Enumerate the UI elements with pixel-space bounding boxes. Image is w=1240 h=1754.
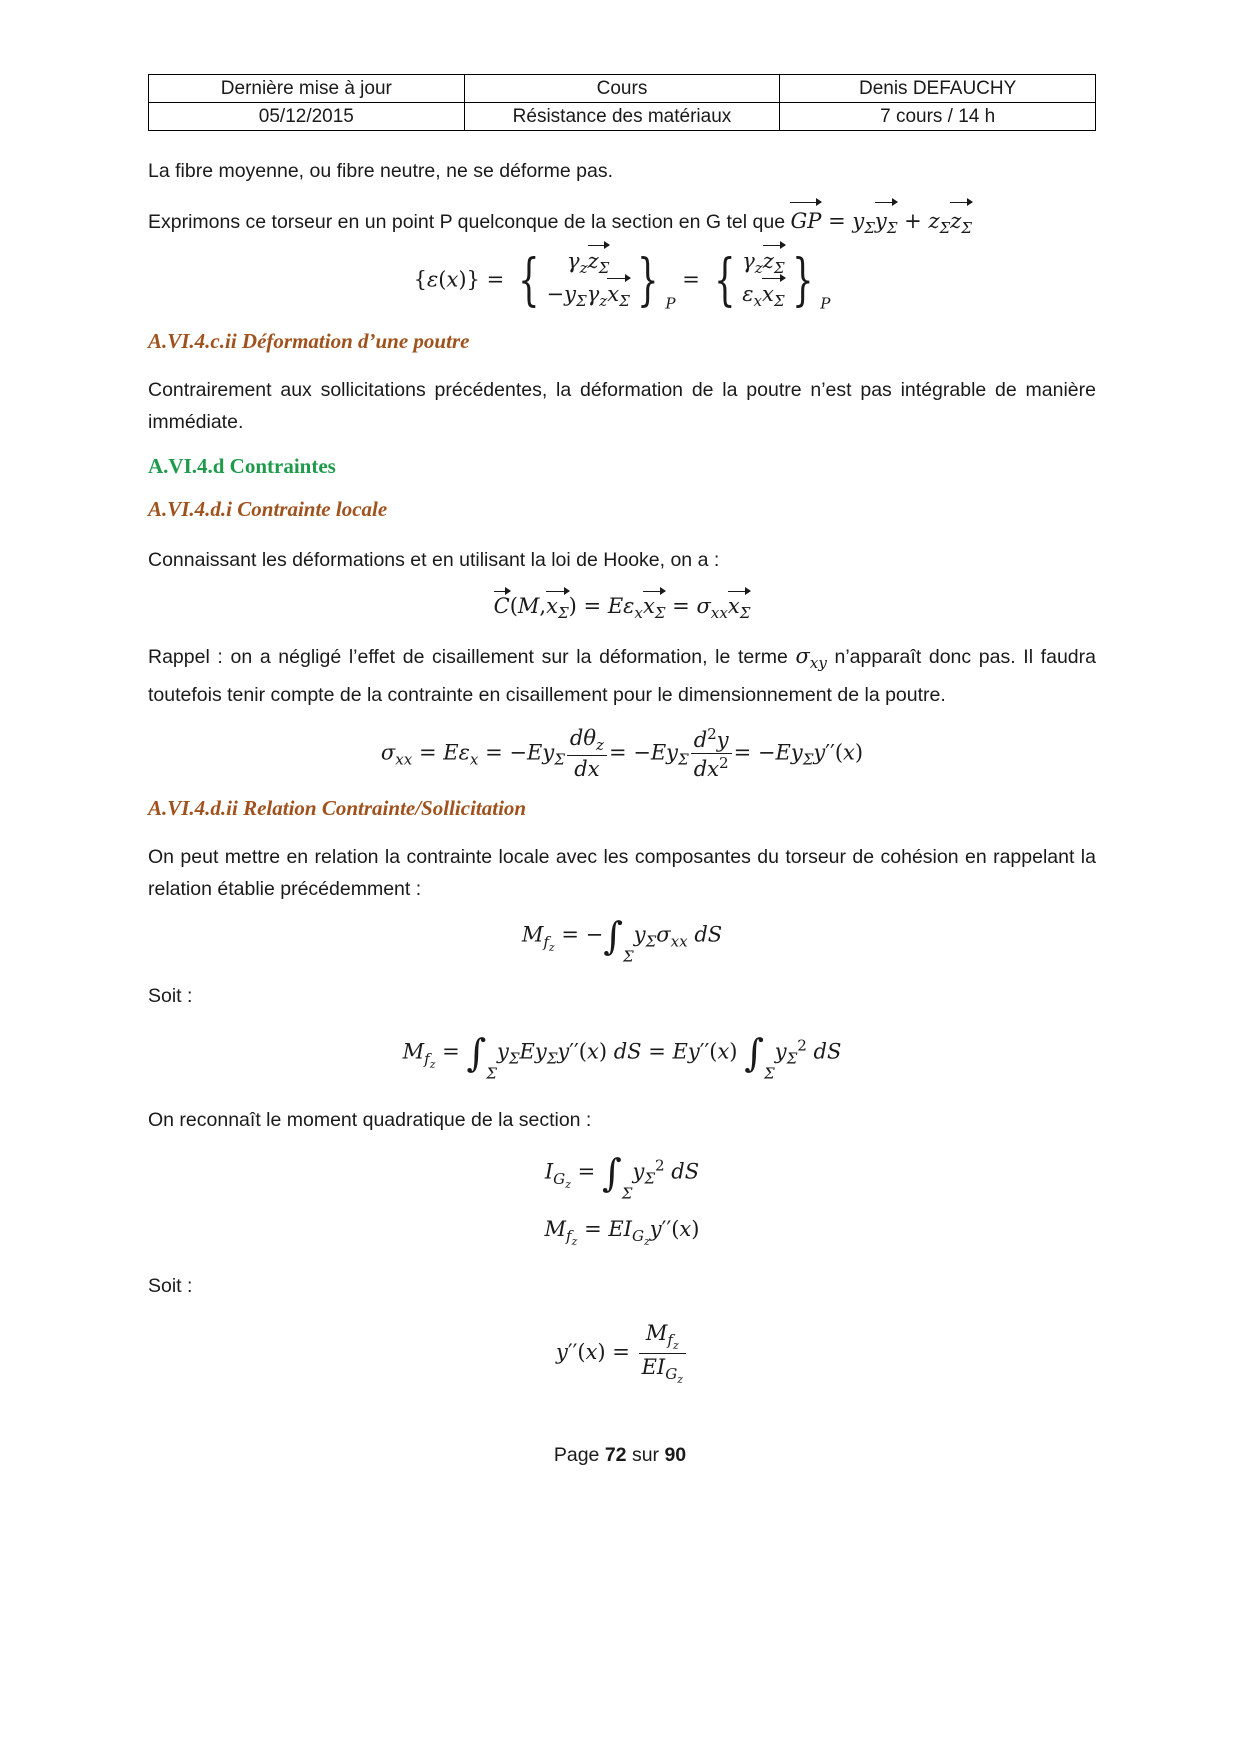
paragraph-relation-cohesion: On peut mettre en relation la contrainte locale avec les composantes du torseur de cohésion en rappelant la relation établie précédemment : — [148, 846, 1096, 901]
equation-moment-flexion-developpe: $M_{f_z} = \int_\Sigma y_\Sigma Ey_\Sigma y''(x)$ dS = Ey′′(x) $\int_\Sigma y_\Sigma^2$ dS — [402, 1030, 842, 1083]
header-cell-date: 05/12/2015 — [149, 103, 465, 131]
header-cell-course-title: Résistance des matériaux — [464, 103, 780, 131]
page-content — [148, 74, 1096, 1387]
formula-gp: GP = $y_\Sigma y_\Sigma + z_\Sigma z_\Sigma$ — [790, 209, 972, 233]
header-table — [148, 74, 1096, 131]
header-cell-type-label: Cours — [464, 75, 780, 103]
paragraph-text: n’apparaît donc pas. Il faudra toutefois tenir compte de la contrainte en cisaillement pour le dimensionnement de la poutre. — [148, 645, 1096, 706]
equation-hooke: $C(M,x_\Sigma) = E\varepsilon_xx_\Sigma = \sigma_{xx}x_\Sigma$ — [493, 593, 751, 622]
header-row — [149, 103, 1096, 131]
footer-page-number: 72 — [604, 1444, 627, 1466]
formula-sigma-xy: $\sigma_{xy}$ — [795, 643, 827, 672]
equation-moment-flexion: $M_{f_z} = -\int_\Sigma y_\Sigma\sigma_{xx}$ dS — [521, 914, 723, 966]
paragraph-soit: Soit : — [148, 1275, 193, 1298]
equation-torseur-deformation: {ε(x)} = { $\gamma_zz_\Sigma$ $-y_\Sigma\gamma_zx_\Sigma$ } $_P$ = { $\gamma_zz_\Sigma$ $\varepsilon_xx_\Sigma$ } $_P$ — [413, 248, 831, 314]
equation-sigma-xx: $\sigma_{xx} = E\varepsilon_x = -Ey_\Sigma$ $\frac{d\theta_z}{dx}$ = $-Ey_\Sigma$ $\frac{d^2y}{dx^2}$ = $-Ey_\Sigma y''(x)$ — [380, 724, 864, 782]
paragraph-text: Exprimons ce torseur en un point P quelconque de la section en G tel que — [148, 211, 786, 233]
header-row — [149, 75, 1096, 103]
paragraph-rappel-cisaillement — [148, 640, 1096, 711]
equation-moment-flexion-inertie: $M_{f_z} = EI_{G_z}y''(x)$ — [544, 1216, 700, 1249]
paragraph-torseur-point — [148, 205, 1096, 244]
header-cell-duration: 7 cours / 14 h — [780, 103, 1096, 131]
footer-page-total: 90 — [664, 1444, 687, 1466]
footer-separator: sur — [631, 1444, 660, 1466]
header-cell-author: Denis DEFAUCHY — [780, 75, 1096, 103]
heading-contrainte-locale: A.VI.4.d.i Contrainte locale — [148, 496, 388, 521]
header-cell-update-label: Dernière mise à jour — [149, 75, 465, 103]
equation-moment-quadratique: $I_{G_z} = \int_\Sigma y_\Sigma^2$ dS — [544, 1151, 700, 1203]
heading-deformation-poutre: A.VI.4.c.ii Déformation d’une poutre — [148, 328, 470, 353]
paragraph-sollicitations: Contrairement aux sollicitations précédentes, la déformation de la poutre n’est pas intégrable de manière immédiate. — [148, 378, 1096, 433]
equation-deformee: y′′(x) = $\frac{M_{f_z}}{EI_{G_z}}$ — [148, 1320, 1096, 1387]
paragraph-hooke: Connaissant les déformations et en utilisant la loi de Hooke, on a : — [148, 548, 720, 571]
page-footer — [0, 1444, 1240, 1467]
paragraph-text: Rappel : on a négligé l’effet de cisaillement sur la déformation, le terme — [148, 645, 788, 668]
footer-page-label: Page — [553, 1444, 600, 1466]
heading-contraintes: A.VI.4.d Contraintes — [148, 453, 336, 478]
paragraph-neutral-fibre: La fibre moyenne, ou fibre neutre, ne se déforme pas. — [148, 160, 614, 182]
paragraph-moment-quadratique: On reconnaît le moment quadratique de la section : — [148, 1109, 592, 1132]
heading-relation-contrainte: A.VI.4.d.ii Relation Contrainte/Sollicitation — [148, 796, 527, 821]
paragraph-soit: Soit : — [148, 984, 193, 1007]
